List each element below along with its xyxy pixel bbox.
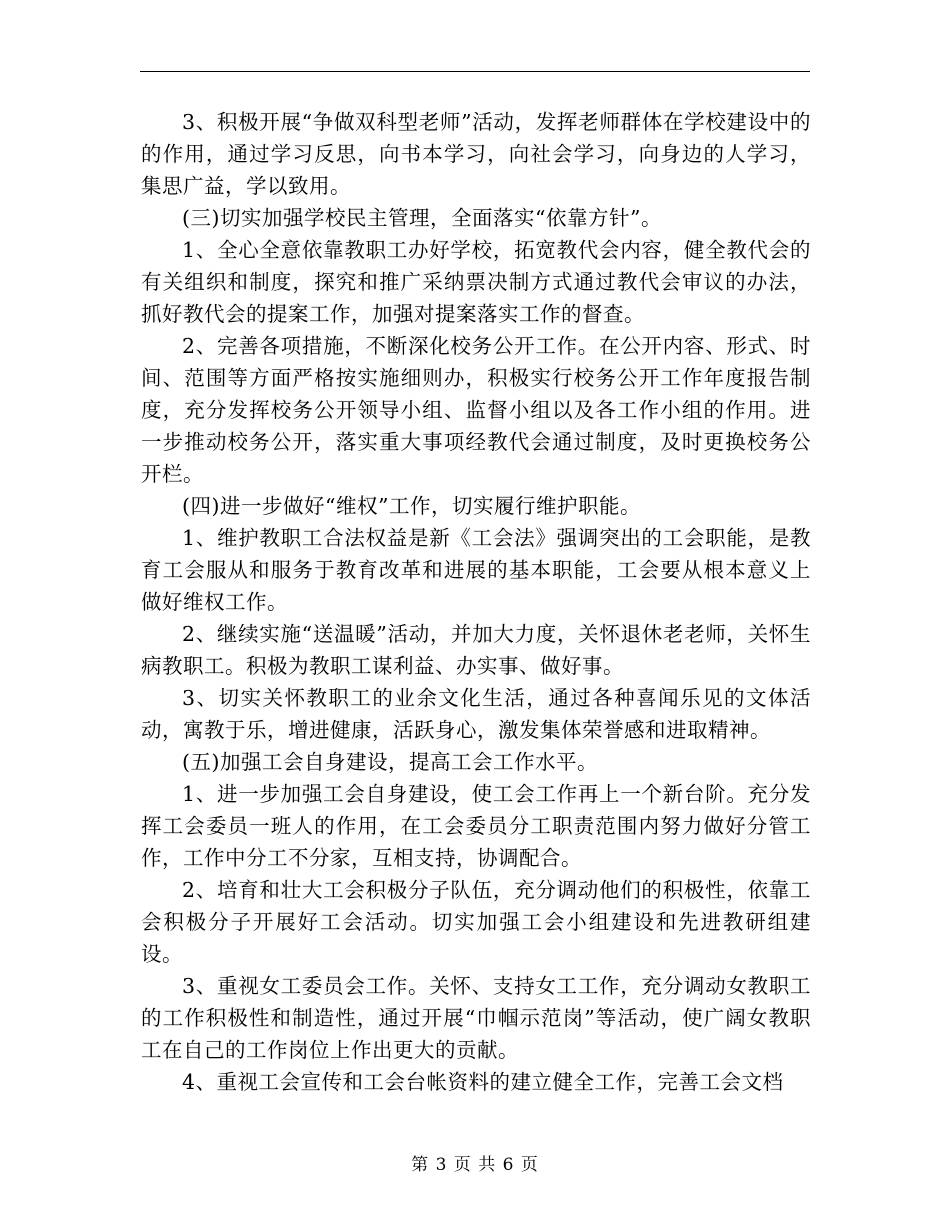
section-heading-4: (四)进一步做好“维权”工作，切实履行维护职能。 — [182, 494, 641, 518]
paragraph-8: 2、培育和壮大工会积极分子队伍，充分调动他们的积极性，依靠工会积极分子开展好工会活动。切实加强工会小组建设和先进教研组建设。 — [141, 878, 811, 966]
paragraph-3: 2、完善各项措施，不断深化校务公开工作。在公开内容、形式、时间、范围等方面严格按实施细则办，积极实行校务公开工作年度报告制度，充分发挥校务公开领导小组、监督小组以及各工作小组的作用。进一步推动校务公开，落实重大事项经教代会通过制度，及时更换校务公开栏。 — [141, 334, 811, 486]
header-rule — [140, 71, 810, 72]
body-text — [141, 106, 811, 1098]
page-number: 第 3 页 共 6 页 — [411, 1155, 539, 1175]
paragraph-7: 1、进一步加强工会自身建设，使工会工作再上一个新台阶。充分发挥工会委员一班人的作用，在工会委员分工职责范围内努力做好分管工作，工作中分工不分家，互相支持，协调配合。 — [141, 782, 811, 870]
paragraph-1: 3、积极开展“争做双科型老师”活动，发挥老师群体在学校建设中的的作用，通过学习反思，向书本学习，向社会学习，向身边的人学习，集思广益，学以致用。 — [141, 110, 811, 198]
section-heading-5: (五)加强工会自身建设，提高工会工作水平。 — [182, 750, 598, 774]
paragraph-9: 3、重视女工委员会工作。关怀、支持女工工作，充分调动女教职工的工作积极性和制造性，通过开展“巾帼示范岗”等活动，使广阔女教职工在自己的工作岗位上作出更大的贡献。 — [141, 974, 811, 1062]
section-heading-3: (三)切实加强学校民主管理，全面落实“依靠方针”。 — [182, 206, 662, 230]
paragraph-2: 1、全心全意依靠教职工办好学校，拓宽教代会内容，健全教代会的有关组织和制度，探究和推广采纳票决制方式通过教代会审议的办法，抓好教代会的提案工作，加强对提案落实工作的督查。 — [141, 238, 811, 326]
paragraph-10: 4、重视工会宣传和工会台帐资料的建立健全工作，完善工会文档 — [182, 1070, 784, 1094]
paragraph-5: 2、继续实施“送温暖”活动，并加大力度，关怀退休老老师，关怀生病教职工。积极为教职工谋利益、办实事、做好事。 — [141, 622, 811, 678]
paragraph-6: 3、切实关怀教职工的业余文化生活，通过各种喜闻乐见的文体活动，寓教于乐，增进健康，活跃身心，激发集体荣誉感和进取精神。 — [141, 686, 811, 742]
page-footer — [0, 1153, 950, 1177]
paragraph-4: 1、维护教职工合法权益是新《工会法》强调突出的工会职能，是教育工会服从和服务于教育改革和进展的基本职能，工会要从根本意义上做好维权工作。 — [141, 526, 811, 614]
